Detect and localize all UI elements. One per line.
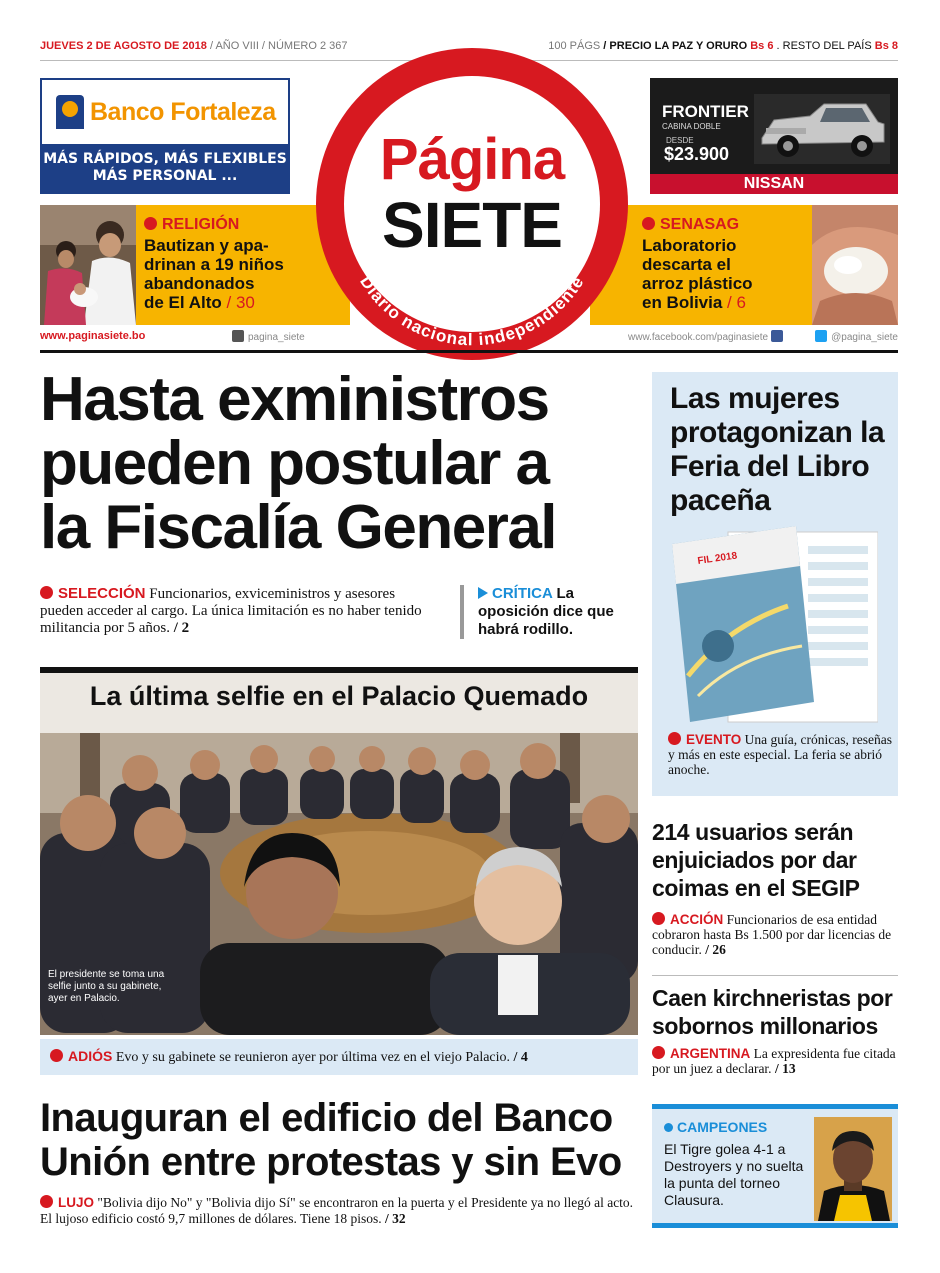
banco-union-headline-line1: Inauguran el edificio del Banco: [40, 1096, 613, 1140]
main-headline-line3: la Fiscalía General: [40, 493, 557, 562]
website-link[interactable]: www.paginasiete.bo: [40, 330, 146, 342]
bank-slogan-1: MÁS RÁPIDOS, MÁS FLEXIBLES: [43, 151, 287, 167]
baptism-photo: [40, 205, 136, 325]
main-headline-line2: pueden postular a: [40, 429, 549, 498]
price-lpz: Bs 6: [750, 40, 774, 52]
main-summary: [40, 585, 440, 637]
feria-supplement-cover: [668, 526, 878, 726]
twitter-icon: [815, 330, 827, 342]
red-dot-icon: [40, 1195, 53, 1208]
teaser-religion[interactable]: [40, 205, 350, 325]
masthead-tagline-arc: [316, 48, 628, 360]
kirchneristas-summary: [652, 1046, 898, 1076]
nissan-desde: DESDE: [666, 136, 694, 145]
segip-summary: [652, 912, 898, 957]
main-headline[interactable]: [40, 365, 640, 562]
bank-logo-icon: [56, 95, 84, 129]
rice-photo: [812, 205, 898, 325]
edition-date: JUEVES 2 DE AGOSTO DE 2018: [40, 40, 207, 52]
price-rest-label: . RESTO DEL PAÍS: [776, 40, 872, 52]
main-headline-line1: Hasta exministros: [40, 365, 549, 434]
teaser-right-line4: en Bolivia: [642, 293, 723, 312]
seleccion-kicker: SELECCIÓN: [58, 585, 146, 602]
photo-title: La última selfie en el Palacio Quemado: [89, 681, 589, 711]
teaser-left-line1: Bautizan y apa-: [144, 236, 269, 255]
teaser-right-kicker: SENASAG: [660, 216, 740, 233]
masthead-siete: SIETE: [382, 189, 562, 261]
critica-text: La oposición dice que habrá rodillo.: [478, 585, 614, 638]
nissan-price: $23.900: [664, 144, 730, 164]
critica-note: [460, 585, 640, 639]
red-dot-icon: [40, 586, 53, 599]
feria-libro-box[interactable]: [652, 372, 898, 796]
teaser-left-line2: drinan a 19 niños: [144, 255, 284, 274]
arrow-right-icon: [478, 587, 488, 599]
teaser-right-line1: Laboratorio: [642, 236, 737, 255]
seleccion-text: Funcionarios, exviceministros y asesores pueden acceder al cargo. La única limitación es no haber tenido militancia por 5 años.: [40, 586, 422, 636]
campeones-box[interactable]: [652, 1104, 898, 1228]
adios-page: / 4: [513, 1050, 528, 1065]
red-dot-icon: [144, 217, 157, 230]
teaser-left-line4: de El Alto: [144, 293, 222, 312]
blue-dot-icon: [664, 1123, 673, 1132]
social-row: [40, 330, 898, 346]
facebook-icon: [771, 330, 783, 342]
adios-kicker: ADIÓS: [68, 1048, 113, 1064]
campeones-kicker: CAMPEONES: [677, 1119, 768, 1135]
bank-brand: Banco Fortaleza: [90, 97, 276, 126]
football-player-photo: [814, 1117, 892, 1221]
accion-page: / 26: [705, 942, 726, 957]
price-lpz-label: / PRECIO LA PAZ Y ORURO: [603, 40, 748, 52]
page-count: 100 PÁGS: [548, 40, 601, 52]
teaser-left-page: / 30: [226, 293, 255, 312]
banco-union-headline-line2: Unión entre protestas y sin Evo: [40, 1140, 622, 1184]
lujo-kicker: LUJO: [58, 1195, 95, 1210]
teaser-right-line3: arroz plástico: [642, 274, 753, 293]
facebook-url[interactable]: www.facebook.com/paginasiete: [628, 332, 769, 343]
masthead-rule: [40, 350, 898, 353]
nissan-model: FRONTIER: [662, 102, 749, 121]
nissan-sub: CABINA DOBLE: [662, 122, 721, 131]
argentina-text: La expresidenta fue citada por un juez a declarar.: [652, 1046, 896, 1076]
instagram-handle[interactable]: pagina_siete: [248, 332, 305, 343]
adios-text: Evo y su gabinete se reunieron ayer por última vez en el viejo Palacio.: [115, 1050, 511, 1065]
critica-kicker: CRÍTICA: [492, 585, 553, 602]
feria-headline: Las mujeres protagonizan la Feria del Libro paceña: [670, 382, 885, 517]
instagram-icon: [232, 330, 244, 342]
svg-text:FIL 2018: FIL 2018: [696, 550, 738, 567]
ad-banco-fortaleza[interactable]: [40, 78, 290, 194]
red-dot-icon: [652, 912, 665, 925]
edition-number: / AÑO VIII / NÚMERO 2 367: [209, 40, 348, 52]
masthead-pagina: Página: [379, 127, 565, 192]
teaser-right-line2: descarta el: [642, 255, 731, 274]
ad-nissan-frontier[interactable]: [650, 78, 898, 194]
segip-headline[interactable]: 214 usuarios serán enjuiciados por dar coimas en el SEGIP: [652, 819, 860, 901]
masthead-tagline: Diario nacional independiente: [356, 272, 588, 350]
evento-kicker: EVENTO: [686, 732, 742, 747]
argentina-kicker: ARGENTINA: [670, 1046, 751, 1061]
photo-credit: El presidente se toma una selfie junto a su gabinete, ayer en Palacio.: [48, 969, 165, 1004]
teaser-left-line3: abandonados: [144, 274, 255, 293]
teaser-left-kicker: RELIGIÓN: [162, 216, 240, 233]
nissan-brand: NISSAN: [650, 174, 898, 194]
red-dot-icon: [50, 1049, 63, 1062]
banco-union-headline[interactable]: [40, 1096, 640, 1184]
lujo-page: / 32: [384, 1211, 406, 1226]
kirchneristas-headline[interactable]: Caen kirchneristas por sobornos millonarios: [652, 985, 893, 1039]
cabinet-selfie-photo[interactable]: [40, 673, 638, 1035]
evento-text: Una guía, crónicas, reseñas y más en este especial. La feria se abrió anoche.: [668, 732, 892, 777]
red-dot-icon: [642, 217, 655, 230]
accion-text: Funcionarios de esa entidad cobraron hasta Bs 1.500 por dar licencias de conducir.: [652, 912, 892, 957]
teaser-right-page: / 6: [727, 293, 746, 312]
red-dot-icon: [668, 732, 681, 745]
masthead-logo[interactable]: [316, 48, 628, 360]
teaser-senasag[interactable]: [590, 205, 898, 325]
bank-slogan-2: MÁS PERSONAL ...: [92, 168, 238, 184]
argentina-page: / 13: [774, 1061, 796, 1076]
right-divider: [652, 975, 898, 976]
pickup-truck-icon: [754, 94, 890, 164]
lujo-text: "Bolivia dijo No" y "Bolivia dijo Sí" se encontraron en la puerta y el Presidente ya no llegó al acto. El lujoso edificio costó 9,7 millones de dólares. Tiene 18 pisos.: [40, 1195, 634, 1226]
seleccion-page: / 2: [173, 620, 190, 636]
feria-caption: [668, 732, 892, 777]
red-dot-icon: [652, 1046, 665, 1059]
accion-kicker: ACCIÓN: [670, 912, 724, 927]
price-rest: Bs 8: [874, 40, 898, 52]
twitter-handle[interactable]: @pagina_siete: [831, 332, 898, 343]
campeones-text: El Tigre golea 4-1 a Destroyers y no suelta la punta del torneo Clausura.: [664, 1141, 804, 1208]
banco-union-summary: [40, 1195, 640, 1227]
photo-caption: [40, 1039, 638, 1075]
